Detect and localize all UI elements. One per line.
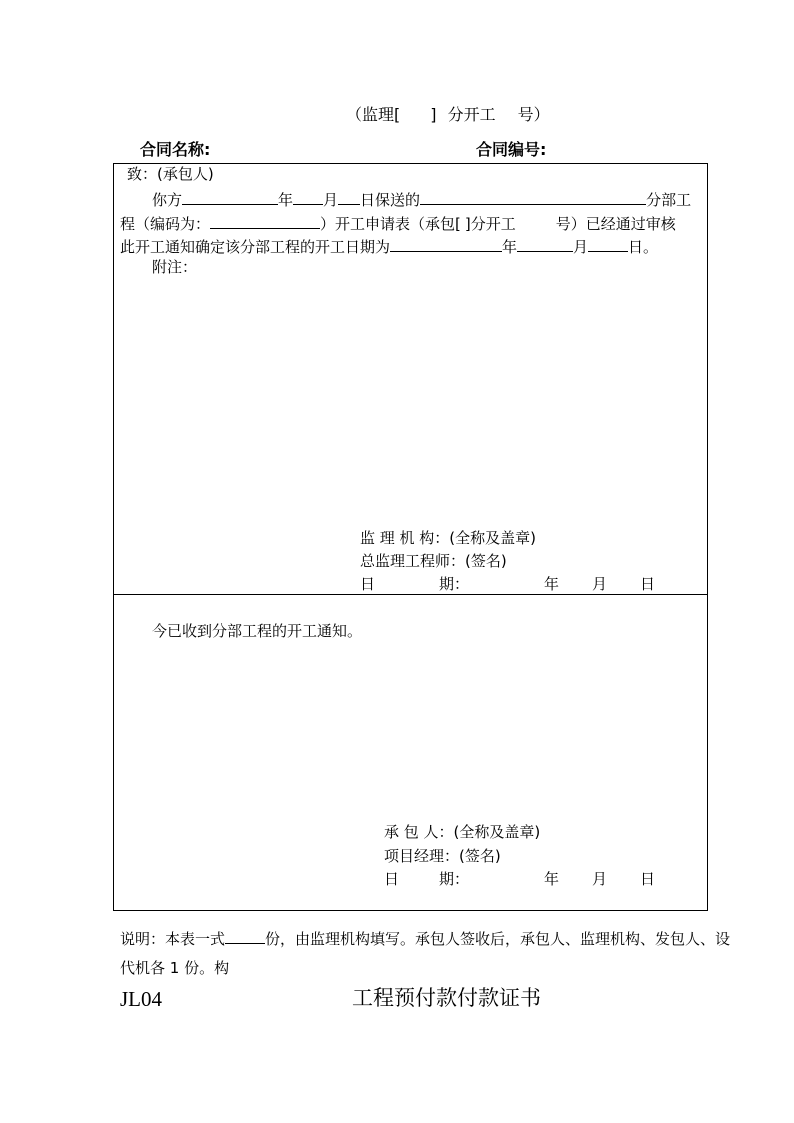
form-title-right: 分开工: [447, 105, 496, 124]
receipt-month: 月: [592, 870, 608, 888]
contract-no-label: 合同编号:: [476, 140, 547, 159]
notice-l1-c: 月: [323, 191, 339, 209]
receipt-day: 日: [640, 870, 656, 888]
form-title-mid: ]: [430, 105, 437, 124]
footer-note-c: 代机各 1 份。构: [120, 959, 230, 977]
form-title-end: 号）: [517, 105, 550, 124]
notice-l1-a: 你方: [152, 191, 183, 209]
notice-l3-c: 月: [573, 238, 589, 256]
notice-l1-d: 日保送的: [360, 191, 421, 209]
blank-code: [210, 214, 320, 229]
receipt-date-label: 日: [384, 870, 400, 888]
footer-note-a: 说明：本表一式: [120, 930, 226, 948]
blank-project: [420, 190, 646, 205]
project-manager-label: 项目经理：(签名): [384, 847, 501, 865]
notice-l1-e: 分部工: [646, 191, 692, 209]
receipt-text: 今已收到分部工程的开工通知。: [152, 622, 363, 640]
attachment-label: 附注：: [152, 258, 198, 276]
notice-l2-b: ）开工申请表（承包[: [320, 215, 461, 233]
blank-start-day: [588, 237, 628, 252]
notice-l2-a: 程（编码为：: [120, 215, 211, 233]
footer-note-b: 份，由监理机构填写。承包人签收后，承包人、监理机构、发包人、设: [265, 930, 731, 948]
notice-date-label: 日: [360, 575, 376, 593]
receipt-date-row: [384, 872, 469, 887]
contractor-label: 承 包 人：(全称及盖章): [384, 823, 541, 841]
notice-l3-d: 日。: [628, 238, 659, 256]
notice-l1-b: 年: [278, 191, 294, 209]
notice-day: 日: [640, 575, 656, 593]
receipt-date-label-2: 期：: [439, 870, 470, 888]
notice-month: 月: [592, 575, 608, 593]
notice-date-row: [360, 577, 469, 592]
blank-start-month: [517, 237, 573, 252]
form-title: [346, 107, 550, 123]
notice-line-2: [120, 214, 676, 232]
supervision-org-label: 监 理 机 构：(全称及盖章): [360, 529, 537, 547]
blank-start-year: [390, 237, 502, 252]
notice-l3-b: 年: [502, 238, 518, 256]
receipt-year: 年: [544, 870, 560, 888]
section-code: JL04: [120, 987, 162, 1011]
notice-line-3: [120, 237, 658, 255]
notice-date-label-2: 期：: [439, 575, 470, 593]
notice-to: 致：(承包人): [127, 165, 214, 183]
blank-day: [338, 190, 360, 205]
footer-note: [120, 929, 730, 947]
blank-month: [293, 190, 323, 205]
blank-submitter: [182, 190, 278, 205]
notice-l2-c: ]分开工: [464, 215, 516, 233]
section-divider: [113, 594, 708, 595]
chief-engineer-label: 总监理工程师：(签名): [360, 552, 507, 570]
notice-year: 年: [544, 575, 560, 593]
blank-copies: [225, 929, 265, 944]
notice-l3-a: 此开工通知确定该分部工程的开工日期为: [120, 238, 391, 256]
notice-l2-d: 号）已经通过审核: [555, 215, 676, 233]
contract-name-label: 合同名称:: [140, 140, 211, 159]
section-title: 工程预付款付款证书: [352, 986, 541, 1010]
notice-line-1: [152, 190, 691, 208]
form-title-left: （监理[: [346, 105, 401, 124]
